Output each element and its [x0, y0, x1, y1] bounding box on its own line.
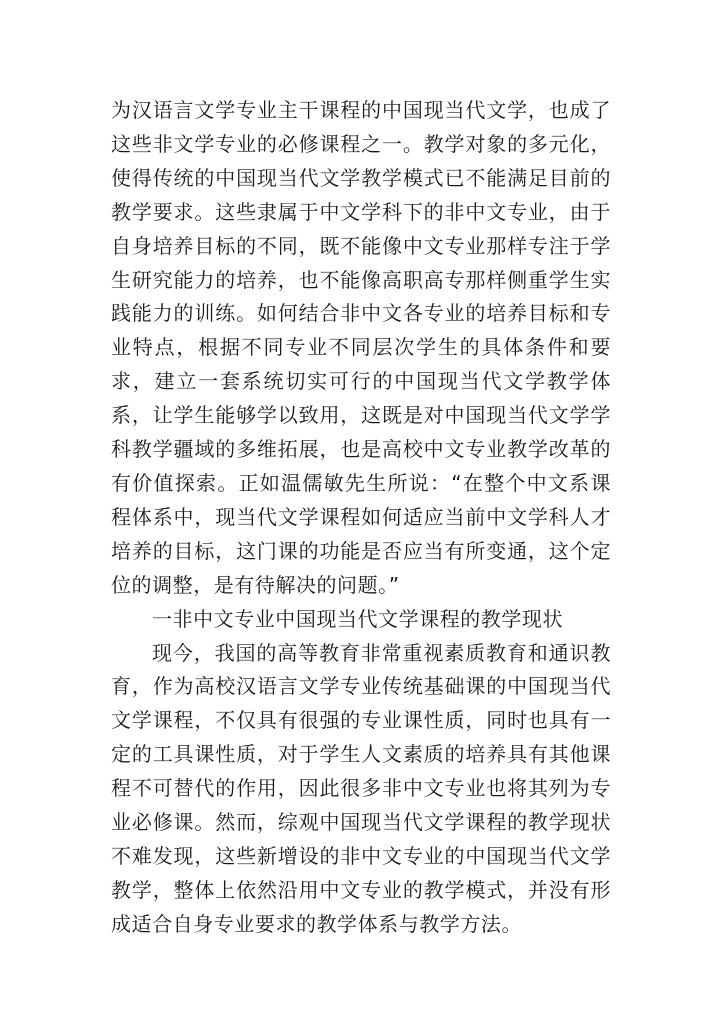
section-heading: 一非中文专业中国现当代文学课程的教学现状	[152, 606, 563, 631]
paragraph-intro: 为汉语言文学专业主干课程的中国现当代文学，也成了这些非文学专业的必修课程之一。教学对象的多元化，使得传统的中国现当代文学教学模式已不能满足目前的教学要求。这些隶属于中文学科下的非中文专业，由于自身培养目标的不同，既不能像中文专业那样专注于学生研究能力的培养，也不能像高职高专那样侧重学生实践能力的训练。如何结合非中文各专业的培养目标和专业特点，根据不同专业不同层次学生的具体条件和要求，建立一套系统切实可行的中国现当代文学教学体系，让学生能够学以致用，这既是对中国现当代文学学科教学疆域的多维拓展，也是高校中文专业教学改革的有价值探索。正如温儒敏先生所说：“在整个中文系课程体系中，现当代文学课程如何适应当前中文学科人才培养的目标，这门课的功能是否应当有所变通，这个定位的调整，是有待解决的问题。”	[111, 98, 611, 597]
document-body	[111, 94, 611, 942]
paragraph-current-status: 现今，我国的高等教育非常重视素质教育和通识教育，作为高校汉语言文学专业传统基础课的中国现当代文学课程，不仅具有很强的专业课性质，同时也具有一定的工具课性质，对于学生人文素质的培养具有其他课程不可替代的作用，因此很多非中文专业也将其列为专业必修课。然而，综观中国现当代文学课程的教学现状不难发现，这些新增设的非中文专业的中国现当代文学教学，整体上依然沿用中文专业的教学模式，并没有形成适合自身专业要求的教学体系与教学方法。	[111, 640, 611, 936]
